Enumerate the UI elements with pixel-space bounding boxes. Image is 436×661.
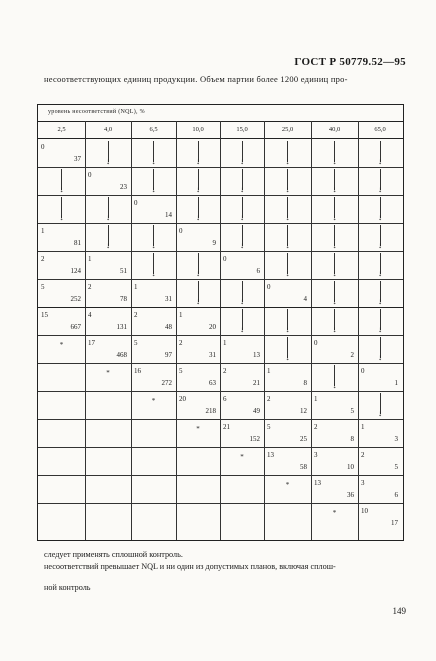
table-cell	[264, 139, 311, 167]
arrow-down-icon: ↓	[331, 365, 339, 389]
column-header: 65,0	[374, 126, 386, 133]
table-cell	[358, 503, 402, 531]
table-cell	[85, 139, 131, 167]
arrow-down-icon: ↓	[376, 281, 384, 305]
acceptance-number: 2	[223, 367, 227, 375]
sample-size: 4	[303, 295, 307, 303]
arrow-down-icon: ↓	[238, 197, 246, 221]
table-cell	[38, 279, 85, 307]
sample-size: 131	[116, 323, 127, 331]
sample-size: 152	[249, 435, 260, 443]
table-cell	[131, 251, 176, 279]
table-cell	[311, 167, 358, 195]
table-cell	[311, 419, 358, 447]
table-cell	[176, 419, 220, 447]
table-cell	[85, 391, 131, 419]
table-cell	[358, 251, 402, 279]
sample-size: 25	[300, 435, 307, 443]
arrow-down-icon: ↓	[376, 253, 384, 277]
table-cell	[311, 307, 358, 335]
table-cell	[38, 447, 85, 475]
arrow-down-icon: ↓	[376, 309, 384, 333]
table-cell	[131, 307, 176, 335]
acceptance-number: 4	[88, 311, 92, 319]
table-cell	[358, 335, 402, 363]
sample-size: 8	[350, 435, 354, 443]
table-cell	[38, 223, 85, 251]
table-cell	[311, 503, 358, 531]
table-cell	[220, 503, 264, 531]
table-cell	[358, 307, 402, 335]
sample-size: 124	[70, 267, 81, 275]
table-cell	[38, 307, 85, 335]
table-cell	[176, 335, 220, 363]
arrow-down-icon: ↓	[284, 197, 292, 221]
arrow-down-icon: ↓	[331, 141, 339, 165]
arrow-down-icon: ↓	[376, 337, 384, 361]
arrow-down-icon: ↓	[238, 225, 246, 249]
table-cell	[176, 503, 220, 531]
column-header: 4,0	[103, 126, 113, 133]
table-cell	[85, 447, 131, 475]
table-cell	[85, 279, 131, 307]
acceptance-number: 0	[179, 227, 183, 235]
table-cell	[131, 335, 176, 363]
sample-size: 9	[212, 239, 216, 247]
table-cell	[85, 307, 131, 335]
column-header: 25,0	[281, 126, 294, 133]
table-cell	[176, 363, 220, 391]
arrow-down-icon: ↓	[104, 225, 112, 249]
arrow-down-icon: ↓	[194, 253, 202, 277]
table-cell	[176, 447, 220, 475]
acceptance-number: 6	[223, 395, 227, 403]
arrow-down-icon: ↓	[150, 225, 158, 249]
arrow-down-icon: ↓	[284, 169, 292, 193]
table-cell	[131, 391, 176, 419]
sample-size: 81	[74, 239, 81, 247]
sample-size: 13	[253, 351, 260, 359]
table-cell	[176, 167, 220, 195]
column-header: 6,5	[149, 126, 158, 133]
arrow-down-icon: ↓	[284, 225, 292, 249]
acceptance-number: 5	[134, 339, 138, 347]
table-cell	[264, 475, 311, 503]
table-cell	[131, 503, 176, 531]
sample-size: 272	[161, 379, 172, 387]
table-cell	[311, 223, 358, 251]
arrow-down-icon: ↓	[194, 197, 202, 221]
sample-size: 49	[253, 407, 260, 415]
table-cell	[264, 447, 311, 475]
table-cell	[220, 223, 264, 251]
arrow-down-icon: ↓	[284, 337, 292, 361]
table-cell	[264, 391, 311, 419]
column-header: 40,0	[328, 126, 341, 133]
table-cell	[264, 363, 311, 391]
table-cell	[311, 363, 358, 391]
asterisk-mark: *	[240, 453, 244, 461]
acceptance-number: 2	[179, 339, 183, 347]
table-cell	[264, 223, 311, 251]
table-cell	[220, 139, 264, 167]
table-cell	[264, 167, 311, 195]
table-cell	[220, 363, 264, 391]
acceptance-number: 0	[223, 255, 227, 263]
column-header: 10,0	[192, 126, 204, 133]
arrow-down-icon: ↓	[331, 169, 339, 193]
table-cell	[176, 223, 220, 251]
acceptance-number: 5	[41, 283, 45, 291]
table-cell	[131, 419, 176, 447]
table-cell	[85, 195, 131, 223]
sample-size: 5	[394, 463, 398, 471]
table-cell	[358, 279, 402, 307]
table-cell	[311, 335, 358, 363]
acceptance-number: 0	[134, 199, 138, 207]
table-cell	[220, 447, 264, 475]
table-cell	[358, 419, 402, 447]
arrow-down-icon: ↓	[104, 197, 112, 221]
sample-size: 1	[394, 379, 398, 387]
asterisk-mark: *	[285, 481, 290, 489]
sampling-plan-table	[37, 104, 404, 541]
sample-size: 21	[253, 379, 260, 387]
table-cell	[131, 447, 176, 475]
table-cell	[358, 195, 402, 223]
table-cell	[311, 447, 358, 475]
asterisk-mark: *	[332, 509, 337, 517]
acceptance-number: 21	[223, 423, 230, 431]
table-cell	[38, 475, 85, 503]
table-cell	[176, 251, 220, 279]
table-cell	[311, 139, 358, 167]
table-cell	[358, 447, 402, 475]
sample-size: 63	[209, 379, 216, 387]
arrow-down-icon: ↓	[376, 169, 384, 193]
table-cell	[38, 195, 85, 223]
table-cell	[176, 195, 220, 223]
acceptance-number: 15	[41, 311, 48, 319]
table-cell	[176, 279, 220, 307]
table-cell	[85, 363, 131, 391]
acceptance-number: 0	[314, 339, 318, 347]
acceptance-number: 1	[223, 339, 227, 347]
sample-size: 48	[165, 323, 172, 331]
table-cell	[38, 251, 85, 279]
sample-size: 468	[116, 351, 127, 359]
asterisk-mark: *	[151, 397, 156, 405]
table-cell	[38, 363, 85, 391]
sample-size: 6	[256, 267, 260, 275]
footer-line-3: ной контроль	[44, 583, 91, 592]
sample-size: 667	[70, 323, 81, 331]
table-cell	[311, 251, 358, 279]
acceptance-number: 0	[267, 283, 271, 291]
arrow-down-icon: ↓	[331, 253, 339, 277]
acceptance-number: 13	[267, 451, 274, 459]
acceptance-number: 5	[267, 423, 271, 431]
arrow-down-icon: ↓	[150, 141, 158, 165]
arrow-down-icon: ↓	[331, 281, 339, 305]
arrow-down-icon: ↓	[376, 225, 384, 249]
table-cell	[131, 195, 176, 223]
sample-size: 36	[347, 491, 354, 499]
arrow-down-icon: ↓	[376, 197, 384, 221]
sample-size: 51	[120, 267, 127, 275]
sample-size: 12	[300, 407, 307, 415]
table-cell	[38, 503, 85, 531]
sample-size: 20	[209, 323, 216, 331]
sample-size: 6	[394, 491, 398, 499]
arrow-down-icon: ↓	[331, 309, 339, 333]
table-cell	[264, 419, 311, 447]
table-cell	[131, 475, 176, 503]
arrow-down-icon: ↓	[150, 169, 158, 193]
arrow-down-icon: ↓	[284, 253, 292, 277]
acceptance-number: 1	[41, 227, 45, 235]
sample-size: 58	[300, 463, 307, 471]
acceptance-number: 2	[88, 283, 92, 291]
table-cell	[358, 223, 402, 251]
acceptance-number: 2	[134, 311, 138, 319]
table-cell	[85, 335, 131, 363]
sample-size: 2	[350, 351, 354, 359]
table-cell	[264, 251, 311, 279]
table-cell	[38, 139, 85, 167]
sample-size: 31	[165, 295, 172, 303]
arrow-down-icon: ↓	[284, 141, 292, 165]
acceptance-number: 0	[88, 171, 92, 179]
acceptance-number: 2	[41, 255, 45, 263]
acceptance-number: 16	[134, 367, 141, 375]
arrow-down-icon: ↓	[376, 393, 384, 417]
table-cell	[311, 391, 358, 419]
table-cell	[264, 279, 311, 307]
table-cell	[38, 391, 85, 419]
table-cell	[220, 391, 264, 419]
acceptance-number: 3	[314, 451, 318, 459]
intro-text: несоответствующих единиц продукции. Объем партии более 1200 единиц про-	[44, 74, 348, 84]
arrow-down-icon: ↓	[331, 225, 339, 249]
table-cell	[311, 195, 358, 223]
arrow-down-icon: ↓	[194, 141, 202, 165]
sample-size: 97	[165, 351, 172, 359]
table-cell	[220, 167, 264, 195]
acceptance-number: 0	[361, 367, 365, 375]
footer-line-2: несоответствий превышает NQL и ни один из допустимых планов, включая сплош-	[44, 562, 336, 571]
table-cell	[220, 335, 264, 363]
arrow-down-icon: ↓	[331, 197, 339, 221]
footer-line-1: следует применять сплошной контроль.	[44, 550, 183, 559]
acceptance-number: 10	[361, 507, 368, 515]
acceptance-number: 2	[314, 423, 318, 431]
acceptance-number: 2	[267, 395, 271, 403]
table-cell	[131, 279, 176, 307]
sample-size: 23	[120, 183, 127, 191]
table-cell	[220, 251, 264, 279]
table-cell	[131, 363, 176, 391]
arrow-down-icon: ↓	[238, 169, 246, 193]
table-cell	[358, 475, 402, 503]
table-cell	[311, 279, 358, 307]
table-cell	[220, 279, 264, 307]
table-cell	[220, 307, 264, 335]
arrow-down-icon: ↓	[194, 169, 202, 193]
acceptance-number: 1	[88, 255, 92, 263]
page-number: 149	[392, 606, 406, 616]
acceptance-number: 3	[361, 479, 365, 487]
sample-size: 252	[70, 295, 81, 303]
arrow-down-icon: ↓	[376, 141, 384, 165]
column-header: 2,5	[57, 126, 66, 133]
table-title: уровень несоответствий (NQL), %	[48, 109, 145, 115]
table-cell	[85, 251, 131, 279]
table-cell	[264, 335, 311, 363]
sample-size: 10	[347, 463, 354, 471]
arrow-down-icon: ↓	[238, 309, 246, 333]
table-title-row	[38, 105, 403, 122]
table-cell	[311, 475, 358, 503]
table-cell	[131, 167, 176, 195]
table-cell	[176, 475, 220, 503]
sample-size: 17	[391, 519, 398, 527]
sample-size: 3	[394, 435, 398, 443]
table-cell	[38, 335, 85, 363]
sample-size: 8	[303, 379, 307, 387]
acceptance-number: 13	[314, 479, 321, 487]
acceptance-number: 1	[361, 423, 365, 431]
table-cell	[220, 195, 264, 223]
asterisk-mark: *	[106, 369, 110, 377]
table-cell	[358, 363, 402, 391]
table-cell	[176, 307, 220, 335]
sample-size: 218	[205, 407, 216, 415]
table-cell	[264, 195, 311, 223]
acceptance-number: 1	[267, 367, 271, 375]
sample-size: 78	[120, 295, 127, 303]
table-cell	[38, 419, 85, 447]
table-cell	[264, 307, 311, 335]
arrow-down-icon: ↓	[284, 309, 292, 333]
sample-size: 14	[165, 211, 172, 219]
table-cell	[85, 167, 131, 195]
table-cell	[220, 475, 264, 503]
arrow-down-icon: ↓	[238, 141, 246, 165]
sample-size: 5	[350, 407, 354, 415]
acceptance-number: 1	[179, 311, 183, 319]
sample-size: 31	[209, 351, 216, 359]
acceptance-number: 1	[134, 283, 138, 291]
acceptance-number: 20	[179, 395, 186, 403]
table-cell	[358, 391, 402, 419]
table-cell	[176, 391, 220, 419]
arrow-down-icon: ↓	[58, 169, 66, 193]
table-cell	[85, 223, 131, 251]
arrow-down-icon: ↓	[58, 197, 66, 221]
asterisk-mark: *	[59, 341, 64, 349]
table-cell	[38, 167, 85, 195]
acceptance-number: 0	[41, 143, 45, 151]
arrow-down-icon: ↓	[194, 281, 202, 305]
arrow-down-icon: ↓	[104, 141, 112, 165]
table-cell	[264, 503, 311, 531]
table-cell	[85, 503, 131, 531]
table-cell	[358, 167, 402, 195]
table-cell	[176, 139, 220, 167]
acceptance-number: 1	[314, 395, 318, 403]
table-cell	[85, 419, 131, 447]
arrow-down-icon: ↓	[238, 281, 246, 305]
arrow-down-icon: ↓	[150, 253, 158, 277]
acceptance-number: 2	[361, 451, 365, 459]
table-cell	[131, 223, 176, 251]
table-cell	[131, 139, 176, 167]
table-cell	[358, 139, 402, 167]
table-cell	[220, 419, 264, 447]
asterisk-mark: *	[196, 425, 200, 433]
document-code: ГОСТ Р 50779.52—95	[294, 56, 406, 68]
table-cell	[85, 475, 131, 503]
sample-size: 37	[74, 155, 81, 163]
column-header: 15,0	[236, 126, 248, 133]
acceptance-number: 17	[88, 339, 95, 347]
acceptance-number: 5	[179, 367, 183, 375]
